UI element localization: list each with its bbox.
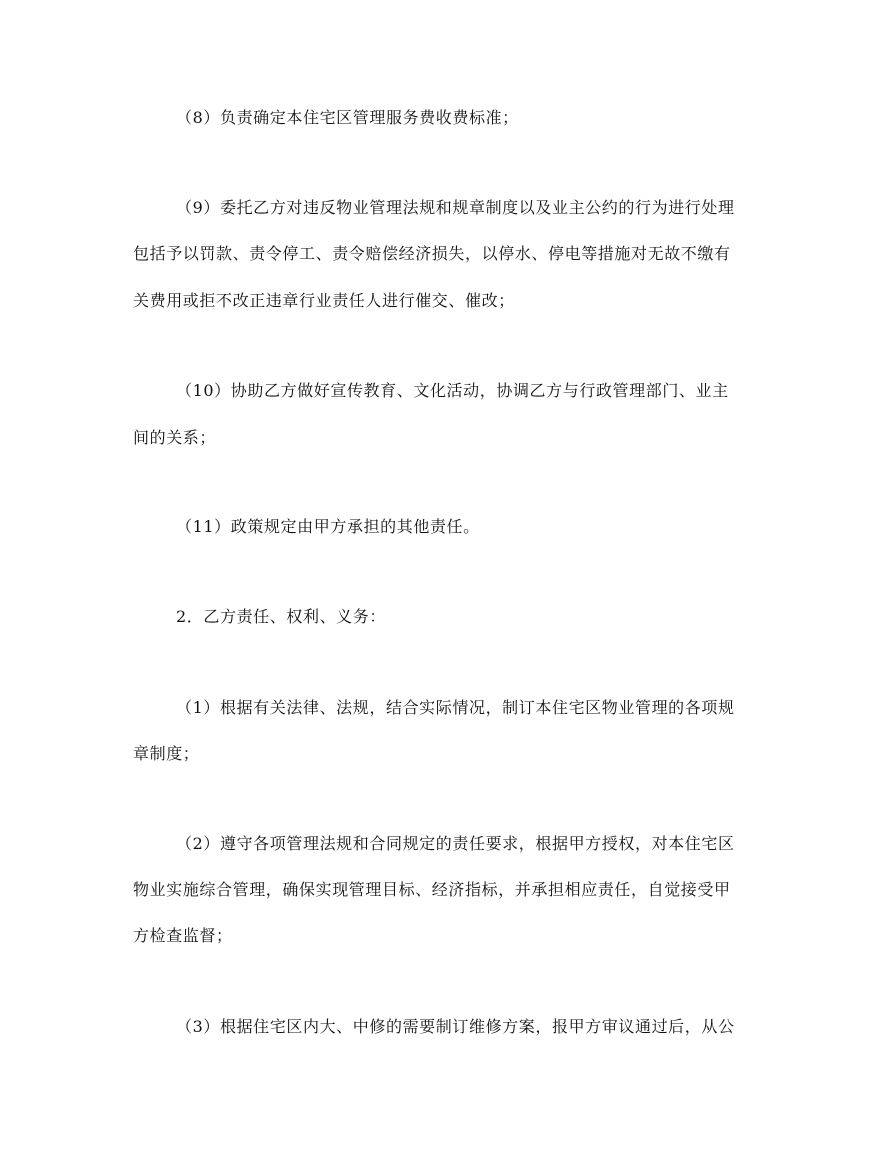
- paragraph-line: 方检查监督；: [133, 926, 233, 945]
- paragraph-line: （9）委托乙方对违反物业管理法规和规章制度以及业主公约的行为进行处理: [176, 198, 735, 217]
- section-heading: 2．乙方责任、权利、义务：: [176, 607, 386, 626]
- paragraph-line: （8）负责确定本住宅区管理服务费收费标准；: [176, 108, 519, 127]
- paragraph-line: （10）协助乙方做好宣传教育、文化活动，协调乙方与行政管理部门、业主: [176, 381, 729, 400]
- paragraph-line: （11）政策规定由甲方承担的其他责任。: [176, 517, 480, 536]
- paragraph-line: （1）根据有关法律、法规，结合实际情况，制订本住宅区物业管理的各项规: [176, 698, 735, 717]
- paragraph-line: 物业实施综合管理，确保实现管理目标、经济指标，并承担相应责任，自觉接受甲: [133, 880, 731, 899]
- paragraph-line: 章制度；: [133, 744, 200, 763]
- paragraph-line: 间的关系；: [133, 428, 217, 447]
- paragraph-line: 包括予以罚款、责令停工、责令赔偿经济损失，以停水、停电等措施对无故不缴有: [133, 244, 731, 263]
- paragraph-line: 关费用或拒不改正违章行业责任人进行催交、催改；: [133, 291, 515, 310]
- paragraph-line: （2）遵守各项管理法规和合同规定的责任要求，根据甲方授权，对本住宅区: [176, 834, 735, 853]
- paragraph-line: （3）根据住宅区内大、中修的需要制订维修方案，报甲方审议通过后，从公: [176, 1017, 735, 1036]
